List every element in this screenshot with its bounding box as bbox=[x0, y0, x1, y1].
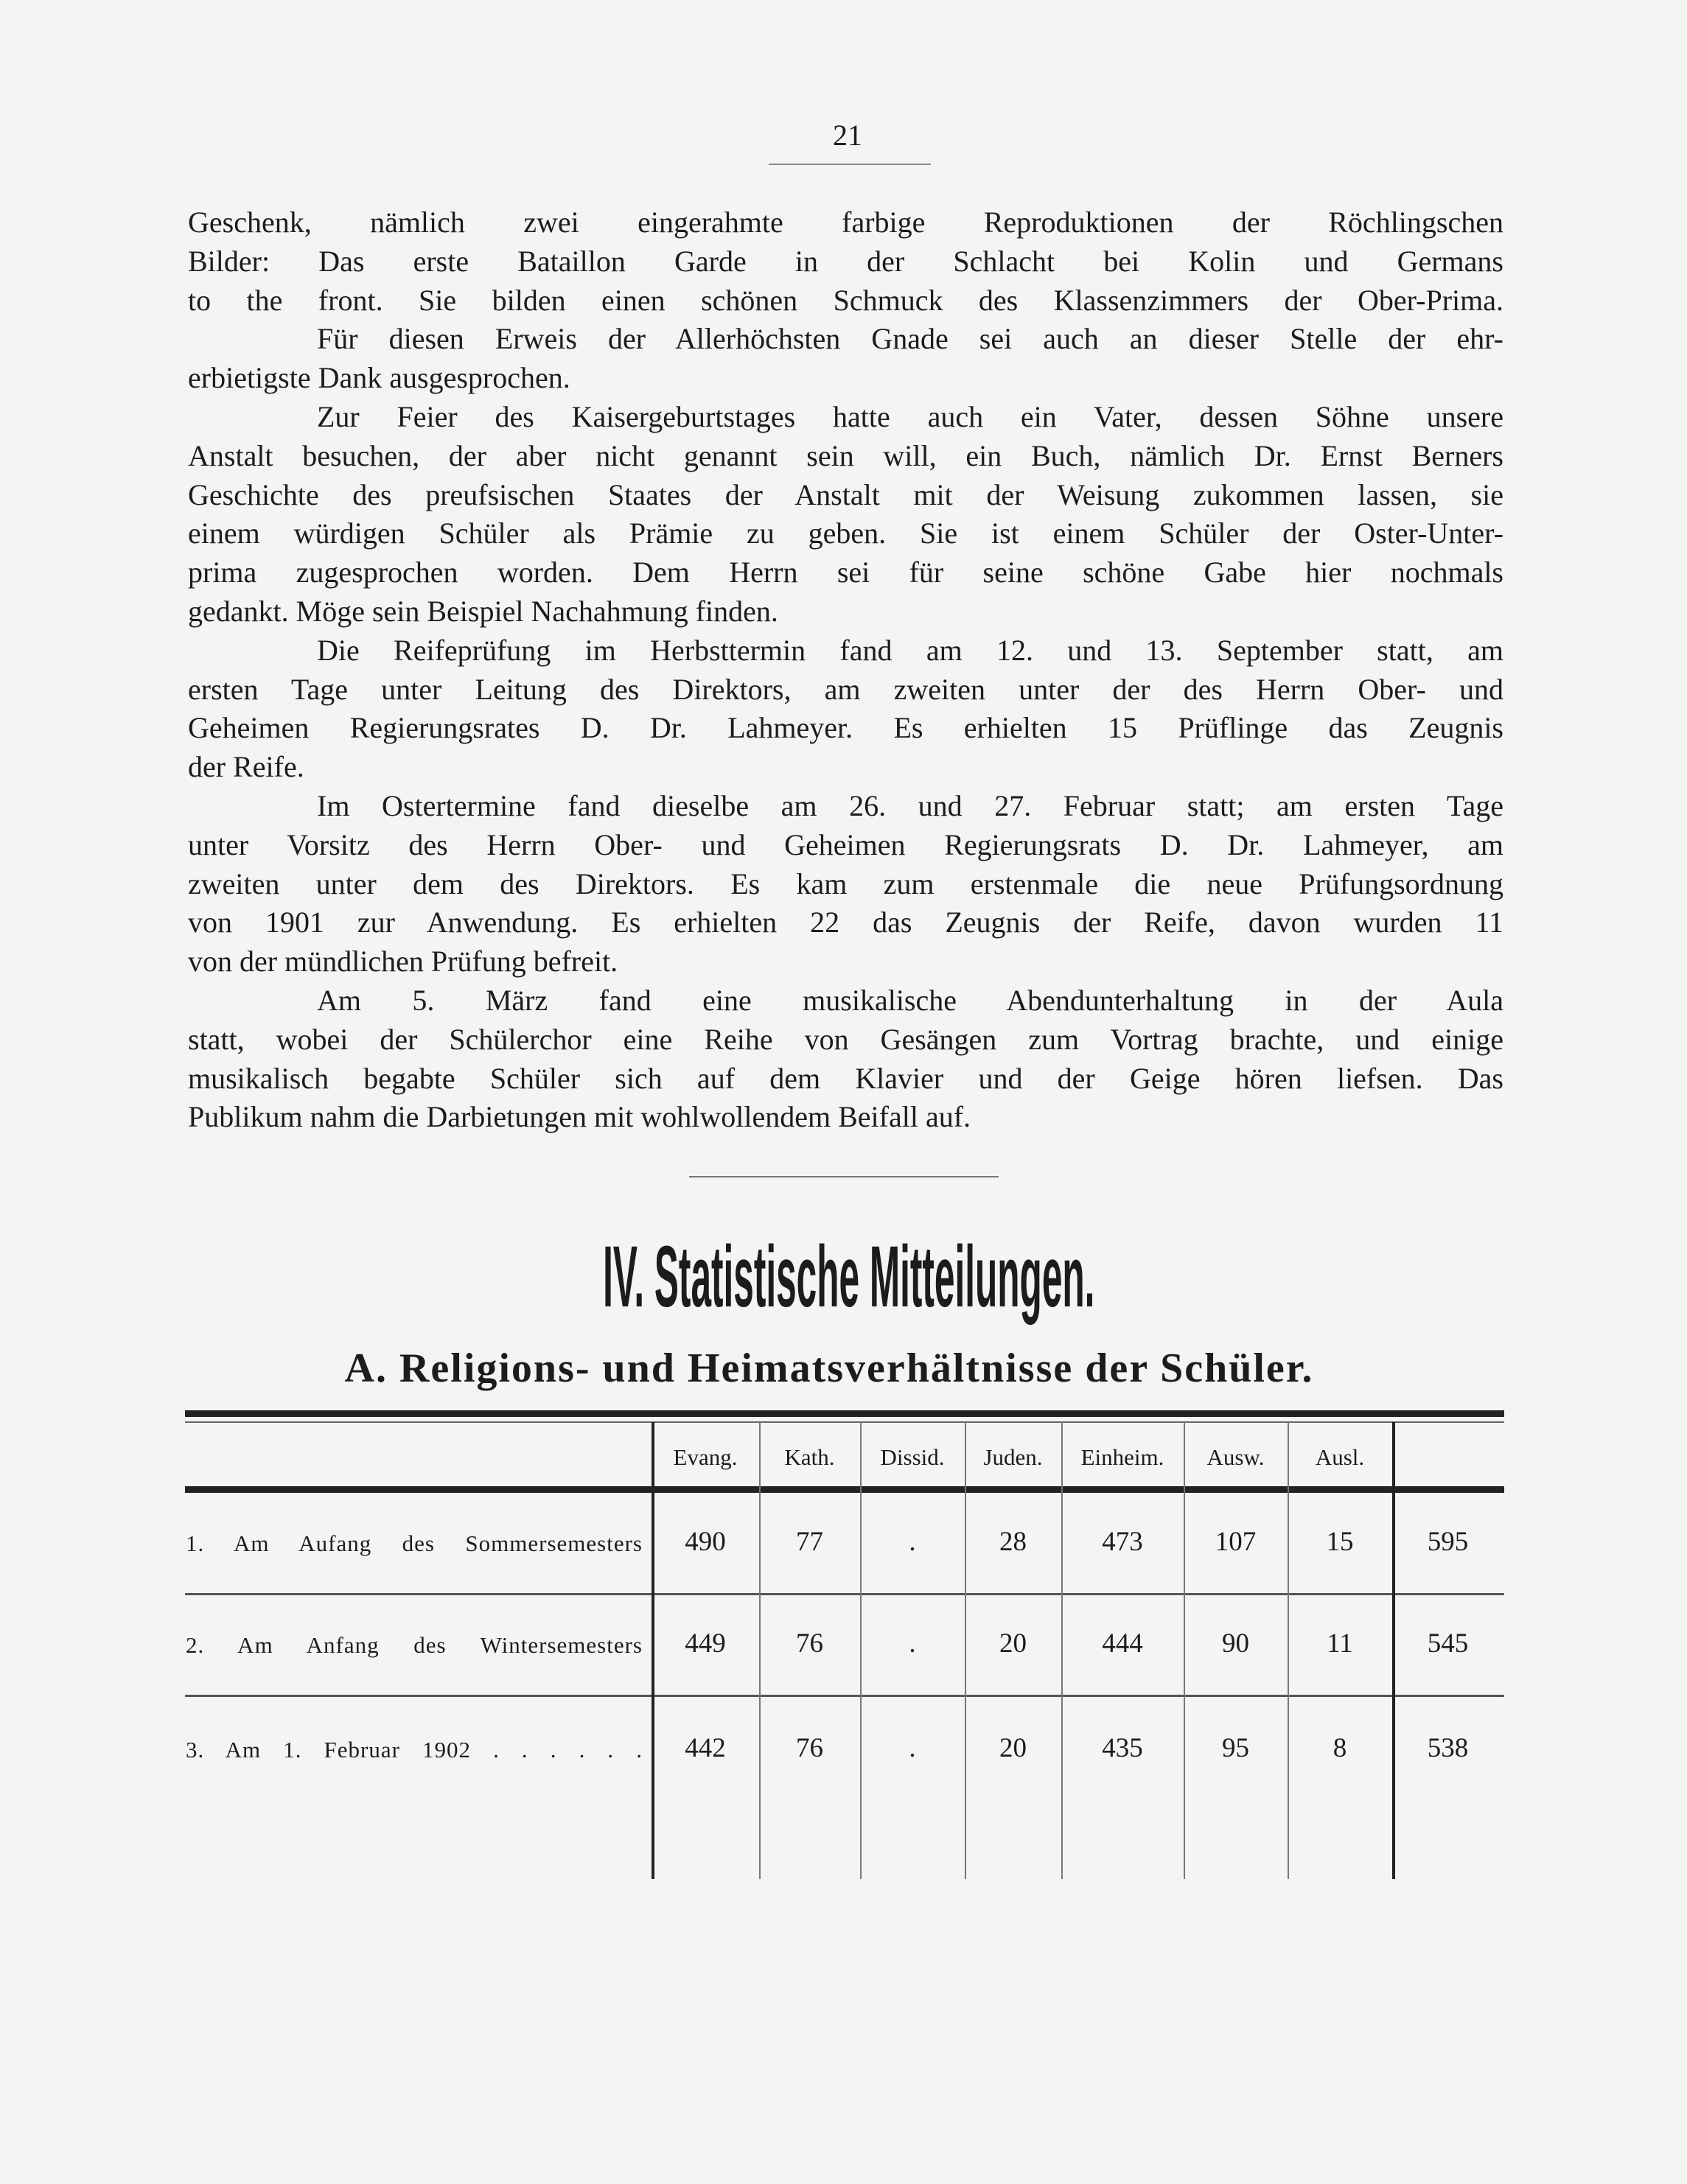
column-header: Einheim. bbox=[1080, 1444, 1164, 1470]
column-header: Dissid. bbox=[880, 1444, 945, 1470]
table-cell: 473 bbox=[1102, 1527, 1143, 1557]
table-cell: 77 bbox=[796, 1527, 823, 1557]
table-cell: 444 bbox=[1102, 1628, 1143, 1659]
row-label: 2. Am Anfang des Wintersemesters bbox=[186, 1632, 643, 1658]
text-line: von 1901 zur Anwendung. Es erhielten 22 das Zeugnis der Reife, davon wurden 11 bbox=[188, 906, 1503, 939]
table-cell: 20 bbox=[999, 1733, 1027, 1763]
table-cell: 490 bbox=[685, 1527, 726, 1557]
text-line: Anstalt besuchen, der aber nicht genannt sein will, ein Buch, nämlich Dr. Ernst Berners bbox=[188, 438, 1503, 472]
table-cell: 8 bbox=[1333, 1733, 1347, 1763]
table-cell: 76 bbox=[796, 1733, 823, 1763]
text-line: prima zugesprochen worden. Dem Herrn sei für seine schöne Gabe hier nochmals bbox=[188, 556, 1503, 589]
table-top-thin-rule bbox=[185, 1421, 1504, 1423]
text-line: erbietigste Dank ausgesprochen. bbox=[188, 361, 570, 395]
text-line: der Reife. bbox=[188, 750, 304, 784]
text-line: Am 5. März fand eine musikalische Abendunterhaltung in der Aula bbox=[317, 984, 1503, 1017]
table-cell: 435 bbox=[1102, 1733, 1143, 1763]
page-number-rule bbox=[769, 164, 931, 165]
table-cell: 107 bbox=[1215, 1527, 1257, 1557]
text-line: ersten Tage unter Leitung des Direktors, am zweiten unter der des Herrn Ober- und bbox=[188, 672, 1503, 706]
table-cell: 28 bbox=[999, 1527, 1027, 1557]
table-cell: . bbox=[909, 1527, 916, 1557]
section-title: IV. Statistische Mitteilungen. bbox=[603, 1228, 1095, 1326]
table-row-rule bbox=[185, 1593, 1504, 1595]
table-cell: 449 bbox=[685, 1628, 726, 1659]
text-line: statt, wobei der Schülerchor eine Reihe von Gesängen zum Vortrag brachte, und einige bbox=[188, 1022, 1503, 1056]
table-row-rule bbox=[185, 1695, 1504, 1697]
page-number: 21 bbox=[833, 119, 862, 152]
column-header: Juden. bbox=[983, 1444, 1043, 1470]
table-cell: . bbox=[909, 1733, 916, 1763]
text-line: to the front. Sie bilden einen schönen Schmuck des Klassenzimmers der Ober-Prima. bbox=[188, 283, 1503, 317]
table-cell: 90 bbox=[1222, 1628, 1249, 1659]
text-line: Geheimen Regierungsrates D. Dr. Lahmeyer. Es erhielten 15 Prüflinge das Zeugnis bbox=[188, 711, 1503, 745]
text-line: Geschenk, nämlich zwei eingerahmte farbige Reproduktionen der Röchlingschen bbox=[188, 206, 1503, 239]
text-line: einem würdigen Schüler als Prämie zu geben. Sie ist einem Schüler der Oster-Unter- bbox=[188, 517, 1503, 550]
table-top-rule bbox=[185, 1410, 1504, 1417]
text-line: Zur Feier des Kaisergeburtstages hatte auch ein Vater, dessen Söhne unsere bbox=[317, 400, 1503, 433]
table-cell: 20 bbox=[999, 1628, 1027, 1659]
text-line: Im Ostertermine fand dieselbe am 26. und 27. Februar statt; am ersten Tage bbox=[317, 789, 1503, 822]
column-header: Ausw. bbox=[1206, 1444, 1265, 1470]
table-cell: 538 bbox=[1427, 1733, 1469, 1763]
row-label: 3. Am 1. Februar 1902 . . . . . . bbox=[186, 1737, 643, 1763]
table-header-rule bbox=[185, 1486, 1504, 1493]
text-line: Bilder: Das erste Bataillon Garde in der Schlacht bei Kolin und Germans bbox=[188, 244, 1503, 278]
text-line: von der mündlichen Prüfung befreit. bbox=[188, 945, 618, 979]
text-line: Geschichte des preufsischen Staates der Anstalt mit der Weisung zukommen lassen, sie bbox=[188, 477, 1503, 511]
text-line: Die Reifeprüfung im Herbsttermin fand am 12. und 13. September statt, am bbox=[317, 633, 1503, 667]
table-cell: 11 bbox=[1327, 1628, 1353, 1659]
table-cell: 442 bbox=[685, 1733, 726, 1763]
table-cell: 76 bbox=[796, 1628, 823, 1659]
table-cell: . bbox=[909, 1628, 916, 1659]
table-cell: 15 bbox=[1326, 1527, 1354, 1557]
row-label: 1. Am Aufang des Sommersemesters bbox=[186, 1530, 643, 1556]
table-cell: 95 bbox=[1222, 1733, 1249, 1763]
text-line: musikalisch begabte Schüler sich auf dem Klavier und der Geige hören liefsen. Das bbox=[188, 1061, 1503, 1095]
table-cell: 595 bbox=[1427, 1527, 1469, 1557]
subsection-title: A. Religions- und Heimatsverhältnisse der Schüler. bbox=[344, 1345, 1314, 1391]
table-cell: 545 bbox=[1427, 1628, 1469, 1659]
section-divider bbox=[689, 1176, 999, 1177]
column-header: Ausl. bbox=[1315, 1444, 1365, 1470]
text-line: unter Vorsitz des Herrn Ober- und Geheimen Regierungsrats D. Dr. Lahmeyer, am bbox=[188, 827, 1503, 861]
text-line: zweiten unter dem des Direktors. Es kam zum erstenmale die neue Prüfungsordnung bbox=[188, 867, 1503, 900]
text-line: Für diesen Erweis der Allerhöchsten Gnade sei auch an dieser Stelle der ehr- bbox=[317, 322, 1503, 356]
column-header: Kath. bbox=[784, 1444, 835, 1470]
text-line: gedankt. Möge sein Beispiel Nachahmung finden. bbox=[188, 595, 778, 628]
text-line: Publikum nahm die Darbietungen mit wohlwollendem Beifall auf. bbox=[188, 1100, 971, 1134]
column-header: Evang. bbox=[673, 1444, 738, 1470]
